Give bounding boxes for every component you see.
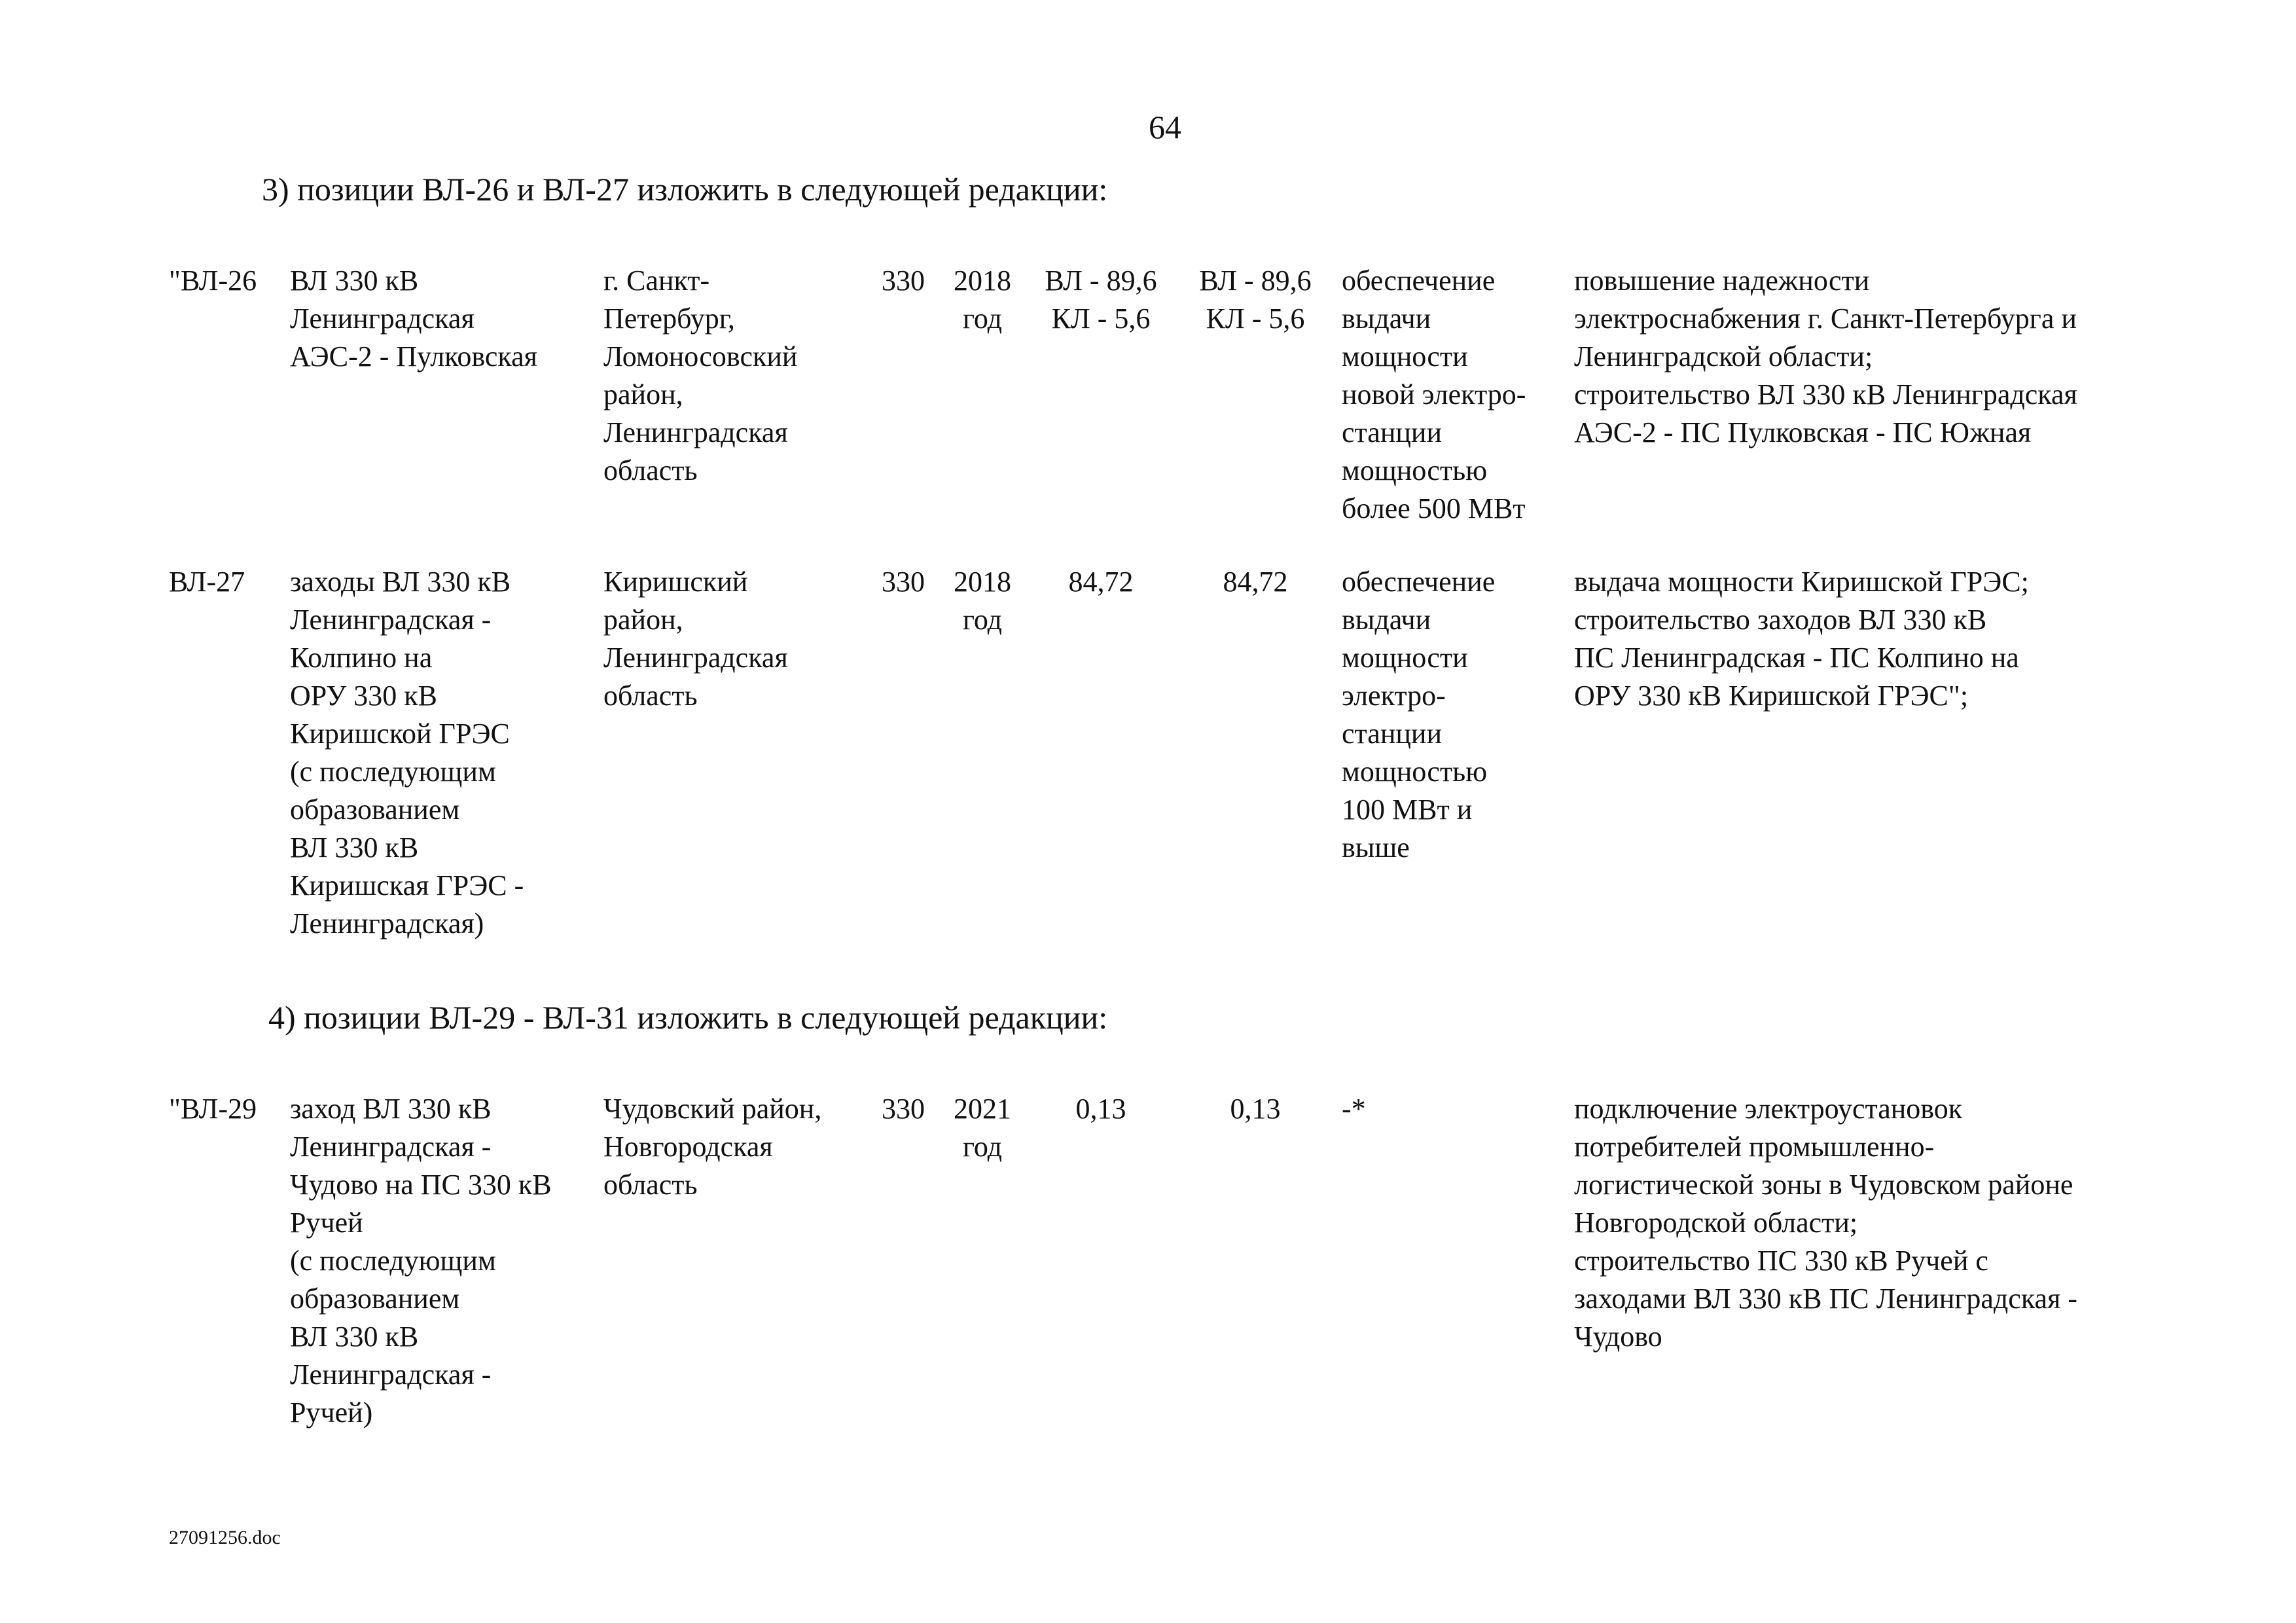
cell-line: область xyxy=(603,1169,698,1201)
cell-line: (с последующим xyxy=(290,756,496,788)
cell-line: мощностью xyxy=(1342,756,1488,788)
cell-line: год xyxy=(962,302,1003,335)
cell-line: Ленинградская - xyxy=(290,604,492,636)
row-description xyxy=(1574,262,2229,452)
cell-line: мощностью xyxy=(1342,454,1488,486)
cell-line: строительство ПС 330 кВ Ручей с xyxy=(1574,1245,1988,1277)
row-year xyxy=(946,1090,1018,1166)
row-line-name xyxy=(290,1090,598,1432)
cell-line: заходами ВЛ 330 кВ ПС Ленинградская - xyxy=(1574,1283,2077,1315)
cell-line: 2021 xyxy=(954,1093,1011,1125)
cell-line: Киришская ГРЭС - xyxy=(290,869,524,902)
document-filename: 27091256.doc xyxy=(169,1527,281,1548)
cell-line: образованием xyxy=(290,793,460,826)
cell-line: Новгородская xyxy=(603,1131,773,1163)
cell-line: станции xyxy=(1342,718,1443,750)
cell-line: ВЛ - 89,6 xyxy=(1199,264,1312,297)
cell-line: КЛ - 5,6 xyxy=(1051,302,1151,335)
cell-line: образованием xyxy=(290,1283,460,1315)
cell-line: "ВЛ-29 xyxy=(169,1093,257,1125)
cell-line: ВЛ 330 кВ xyxy=(290,264,419,297)
cell-line: "ВЛ-26 xyxy=(169,264,257,297)
row-purpose xyxy=(1342,563,1564,867)
cell-line: Петербург, xyxy=(603,302,735,335)
row-description xyxy=(1574,563,2229,715)
row-location xyxy=(603,262,878,490)
cell-line: 0,13 xyxy=(1230,1093,1281,1125)
cell-line: ВЛ-27 xyxy=(169,566,245,598)
cell-line: 330 xyxy=(882,566,925,598)
cell-line: ВЛ - 89,6 xyxy=(1045,264,1157,297)
cell-line: Ленинградская xyxy=(603,642,788,674)
cell-line: новой электро- xyxy=(1342,378,1526,410)
cell-line: выше xyxy=(1342,831,1410,864)
cell-line: год xyxy=(962,1131,1003,1163)
row-voltage xyxy=(877,1090,929,1128)
cell-line: потребителей промышленно- xyxy=(1574,1131,1935,1163)
cell-line: -* xyxy=(1342,1093,1366,1125)
cell-line: 330 xyxy=(882,264,925,297)
cell-line: повышение надежности xyxy=(1574,264,1870,297)
cell-line: строительство заходов ВЛ 330 кВ xyxy=(1574,604,1987,636)
row-purpose xyxy=(1342,1090,1564,1128)
row-voltage xyxy=(877,563,929,601)
row-year xyxy=(946,262,1018,338)
cell-line: район, xyxy=(603,378,683,410)
row-year xyxy=(946,563,1018,639)
cell-line: мощности xyxy=(1342,642,1468,674)
row-length-2 xyxy=(1183,1090,1327,1128)
cell-line: выдачи xyxy=(1342,604,1431,636)
row-length-1 xyxy=(1029,563,1173,601)
cell-line: заходы ВЛ 330 кВ xyxy=(290,566,511,598)
cell-line: Чудовский район, xyxy=(603,1093,822,1125)
cell-line: область xyxy=(603,454,698,486)
cell-line: заход ВЛ 330 кВ xyxy=(290,1093,492,1125)
cell-line: станции xyxy=(1342,416,1443,448)
cell-line: более 500 МВт xyxy=(1342,492,1526,524)
cell-line: ПС Ленинградская - ПС Колпино на xyxy=(1574,642,2019,674)
cell-line: 0,13 xyxy=(1075,1093,1126,1125)
cell-line: электроснабжения г. Санкт-Петербурга и xyxy=(1574,302,2077,335)
cell-line: ОРУ 330 кВ xyxy=(290,680,438,712)
cell-line: ОРУ 330 кВ Киришской ГРЭС"; xyxy=(1574,680,1969,712)
row-voltage xyxy=(877,262,929,300)
cell-line: Киришский xyxy=(603,566,748,598)
cell-line: Новгородской области; xyxy=(1574,1207,1858,1239)
cell-line: Чудово на ПС 330 кВ xyxy=(290,1169,552,1201)
cell-line: строительство ВЛ 330 кВ Ленинградская xyxy=(1574,378,2077,410)
cell-line: Ленинградская) xyxy=(290,907,484,939)
row-location xyxy=(603,1090,878,1204)
row-length-1 xyxy=(1029,1090,1173,1128)
row-length-1 xyxy=(1029,262,1173,338)
row-code xyxy=(169,1090,280,1128)
cell-line: АЭС-2 - ПС Пулковская - ПС Южная xyxy=(1574,416,2032,448)
cell-line: электро- xyxy=(1342,680,1446,712)
row-line-name xyxy=(290,563,598,943)
cell-line: Ленинградская xyxy=(290,302,475,335)
cell-line: г. Санкт- xyxy=(603,264,710,297)
cell-line: мощности xyxy=(1342,340,1468,373)
cell-line: КЛ - 5,6 xyxy=(1206,302,1305,335)
cell-line: 84,72 xyxy=(1068,566,1134,598)
cell-line: 2018 xyxy=(954,264,1011,297)
cell-line: выдачи xyxy=(1342,302,1431,335)
page-number: 64 xyxy=(1149,109,1181,145)
row-location xyxy=(603,563,878,715)
cell-line: ВЛ 330 кВ xyxy=(290,831,419,864)
cell-line: Киришской ГРЭС xyxy=(290,718,510,750)
row-description xyxy=(1574,1090,2229,1356)
cell-line: Ручей xyxy=(290,1207,363,1239)
cell-line: Ручей) xyxy=(290,1396,373,1429)
cell-line: Колпино на xyxy=(290,642,433,674)
row-code xyxy=(169,563,280,601)
cell-line: логистической зоны в Чудовском районе xyxy=(1574,1169,2073,1201)
cell-line: район, xyxy=(603,604,683,636)
cell-line: год xyxy=(962,604,1003,636)
row-line-name xyxy=(290,262,598,376)
cell-line: (с последующим xyxy=(290,1245,496,1277)
row-length-2 xyxy=(1183,262,1327,338)
cell-line: обеспечение xyxy=(1342,566,1496,598)
cell-line: Чудово xyxy=(1574,1321,1662,1353)
cell-line: обеспечение xyxy=(1342,264,1496,297)
cell-line: Ленинградская - xyxy=(290,1359,492,1391)
section-heading: 3) позиции ВЛ-26 и ВЛ-27 изложить в следующей редакции: xyxy=(262,171,1108,208)
cell-line: 2018 xyxy=(954,566,1011,598)
cell-line: 330 xyxy=(882,1093,925,1125)
cell-line: 84,72 xyxy=(1223,566,1288,598)
cell-line: АЭС-2 - Пулковская xyxy=(290,340,537,373)
cell-line: Ленинградской области; xyxy=(1574,340,1873,373)
cell-line: область xyxy=(603,680,698,712)
cell-line: 100 МВт и xyxy=(1342,793,1473,826)
cell-line: Ленинградская - xyxy=(290,1131,492,1163)
row-purpose xyxy=(1342,262,1564,528)
cell-line: Ленинградская xyxy=(603,416,788,448)
cell-line: ВЛ 330 кВ xyxy=(290,1321,419,1353)
cell-line: Ломоносовский xyxy=(603,340,798,373)
cell-line: выдача мощности Киришской ГРЭС; xyxy=(1574,566,2029,598)
section-heading: 4) позиции ВЛ-29 - ВЛ-31 изложить в следующей редакции: xyxy=(268,999,1108,1036)
row-length-2 xyxy=(1183,563,1327,601)
cell-line: подключение электроустановок xyxy=(1574,1093,1963,1125)
row-code xyxy=(169,262,280,300)
